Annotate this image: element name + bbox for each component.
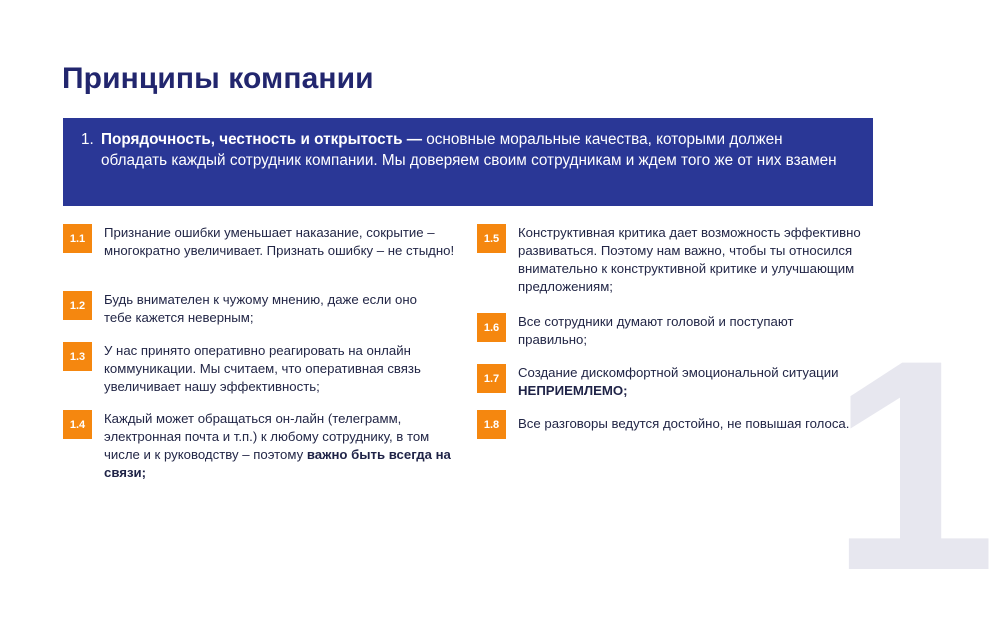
principle-item-1-1 — [63, 224, 459, 260]
item-text: Все разговоры ведутся достойно, не повышая голоса. — [518, 416, 850, 431]
principle-item-1-2 — [63, 291, 444, 327]
banner-body-text: основные моральные качества, которыми должен обладать каждый сотрудник компании. Мы доверяем своим сотрудникам и ждем того же от них взамен — [101, 131, 837, 169]
item-text: Конструктивная критика дает возможность эффективно развиваться. Поэтому нам важно, чтобы ты относился внимательно к конструктивной критике и улучшающим предложениям; — [518, 225, 861, 294]
item-badge: 1.2 — [63, 291, 92, 320]
background-number: 1 — [830, 297, 997, 633]
principle-item-1-4 — [63, 410, 464, 482]
principle-item-1-5 — [477, 224, 863, 296]
item-text: Каждый может обращаться он-лайн (телеграмм, электронная почта и т.п.) к любому сотруднику, в том числе и к руководству – поэтому важно быть всегда на связи; — [104, 411, 451, 480]
item-badge: 1.8 — [477, 410, 506, 439]
item-text: У нас принято оперативно реагировать на онлайн коммуникации. Мы считаем, что оперативная связь увеличивает нашу эффективность; — [104, 343, 421, 394]
page-title: Принципы компании — [62, 62, 374, 95]
item-badge: 1.7 — [477, 364, 506, 393]
principle-item-1-3 — [63, 342, 459, 396]
item-badge: 1.6 — [477, 313, 506, 342]
item-text: Создание дискомфортной эмоциональной ситуации НЕПРИЕМЛЕМО; — [518, 365, 839, 398]
item-badge: 1.4 — [63, 410, 92, 439]
principle-item-1-8 — [477, 410, 878, 439]
item-text: Будь внимателен к чужому мнению, даже если оно тебе кажется неверным; — [104, 292, 417, 325]
banner-number: 1. — [81, 131, 94, 148]
banner-bold-text: Порядочность, честность и открытость — — [101, 131, 423, 148]
principle-item-1-6 — [477, 313, 838, 349]
item-badge: 1.1 — [63, 224, 92, 253]
banner-text — [101, 129, 843, 171]
principle-banner — [63, 118, 873, 206]
item-badge: 1.3 — [63, 342, 92, 371]
item-text: Все сотрудники думают головой и поступают правильно; — [518, 314, 794, 347]
principle-item-1-7 — [477, 364, 863, 400]
item-text: Признание ошибки уменьшает наказание, сокрытие – многократно увеличивает. Признать ошибку – не стыдно! — [104, 225, 455, 258]
item-badge: 1.5 — [477, 224, 506, 253]
